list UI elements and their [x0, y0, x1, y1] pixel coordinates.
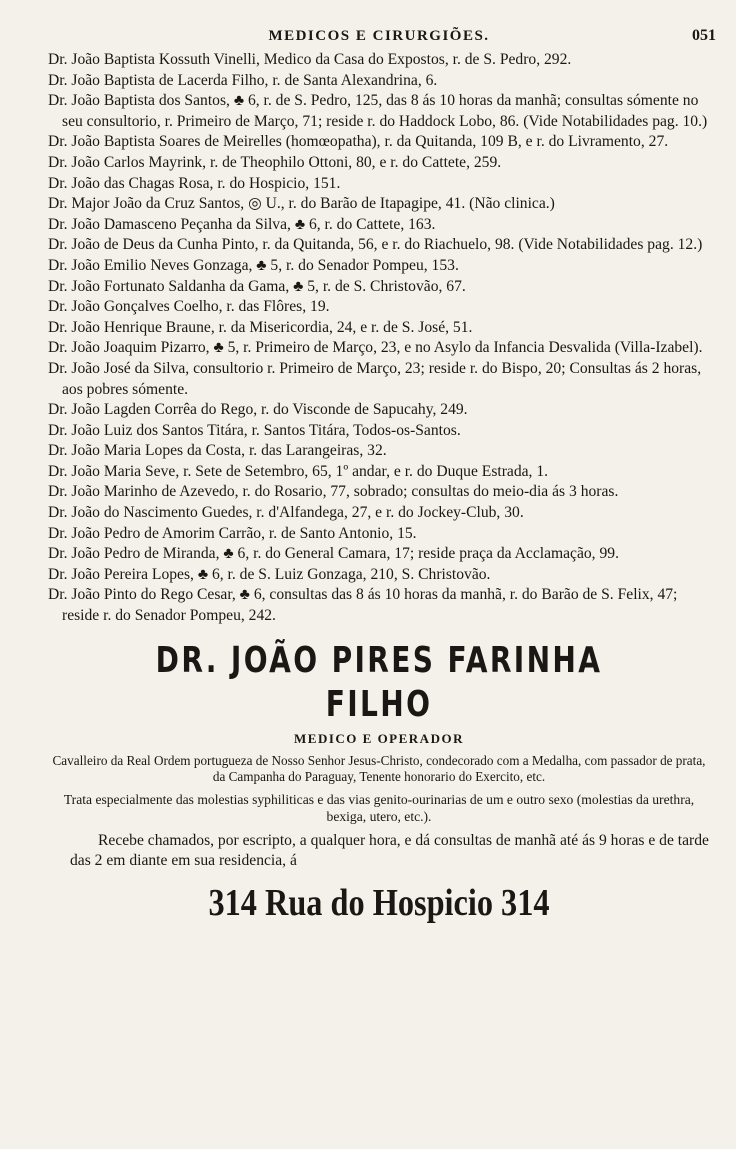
list-item: Dr. João Pedro de Amorim Carrão, r. de Santo Antonio, 15. [48, 524, 417, 542]
list-item: Dr. João das Chagas Rosa, r. do Hospicio, 151. [48, 174, 341, 192]
list-item: Dr. João José da Silva, consultorio r. Primeiro de Março, 23; reside r. do Bispo, 20; Consultas ás 2 horas, aos pobres sómente. [48, 359, 702, 398]
list-item: Dr. Major João da Cruz Santos, ◎ U., r. do Barão de Itapagipe, 41. (Não clinica.) [48, 195, 555, 213]
advert-hours: Recebe chamados, por escripto, a qualquer hora, e dá consultas de manhã até ás 9 horas e de tarde das 2 em diante em sua residencia, á [70, 831, 709, 869]
page-number: 051 [692, 27, 716, 44]
list-item: Dr. João do Nascimento Guedes, r. d'Alfandega, 27, e r. do Jockey-Club, 30. [48, 504, 524, 522]
advert-honors: Cavalleiro da Real Ordem portugueza de Nosso Senhor Jesus-Christo, condecorado com a Medalha, com passador de prata, da Campanha do Paraguay, Tenente honorario do Exercito, etc. [52, 752, 706, 784]
list-item: Dr. João Emilio Neves Gonzaga, ♣ 5, r. do Senador Pompeu, 153. [48, 256, 459, 274]
list-item: Dr. João Gonçalves Coelho, r. das Flôres, 19. [48, 298, 330, 316]
list-item: Dr. João Maria Seve, r. Sete de Setembro, 65, 1º andar, e r. do Duque Estrada, 1. [48, 462, 549, 480]
list-item: Dr. João de Deus da Cunha Pinto, r. da Quitanda, 56, e r. do Riachuelo, 98. (Vide Notabilidades pag. 12.) [48, 236, 703, 254]
advert-name: DR. JOÃO PIRES FARINHA FILHO [155, 639, 603, 725]
list-item: Dr. João Carlos Mayrink, r. de Theophilo Ottoni, 80, e r. do Cattete, 259. [48, 153, 502, 171]
list-item: Dr. João Maria Lopes da Costa, r. das Larangeiras, 32. [48, 442, 387, 460]
list-item: Dr. João Baptista de Lacerda Filho, r. de Santa Alexandrina, 6. [48, 71, 438, 89]
advertisement [48, 639, 710, 927]
list-item: Dr. João Pinto do Rego Cesar, ♣ 6, consultas das 8 ás 10 horas da manhã, r. do Barão de S. Felix, 47; reside r. do Senador Pompeu, 242. [48, 586, 678, 625]
entry-list [48, 50, 710, 627]
list-item: Dr. João Pereira Lopes, ♣ 6, r. de S. Luiz Gonzaga, 210, S. Christovão. [48, 565, 491, 583]
list-item: Dr. João Henrique Braune, r. da Misericordia, 24, e r. de S. José, 51. [48, 318, 473, 336]
list-item: Dr. João Pedro de Miranda, ♣ 6, r. do General Camara, 17; reside praça da Acclamação, 99. [48, 545, 619, 563]
list-item: Dr. João Fortunato Saldanha da Gama, ♣ 5, r. de S. Christovão, 67. [48, 277, 466, 295]
advert-address: 314 Rua do Hospicio 314 [208, 881, 550, 924]
list-item: Dr. João Lagden Corrêa do Rego, r. do Visconde de Sapucahy, 249. [48, 401, 468, 419]
list-item: Dr. João Marinho de Azevedo, r. do Rosario, 77, sobrado; consultas do meio-dia ás 3 horas. [48, 483, 619, 501]
list-item: Dr. João Damasceno Peçanha da Silva, ♣ 6, r. do Cattete, 163. [48, 215, 436, 233]
page-title: MEDICOS E CIRURGIÕES. [268, 28, 490, 44]
list-item: Dr. João Baptista dos Santos, ♣ 6, r. de S. Pedro, 125, das 8 ás 10 horas da manhã; consultas sómente no seu consultorio, r. Primeiro de Março, 71; reside r. do Haddock Lobo, 86. (Vide Notabilidades pag. 10.) [48, 92, 708, 130]
list-item: Dr. João Baptista Soares de Meirelles (homœopatha), r. da Quitanda, 109 B, e r. do Livramento, 27. [48, 133, 669, 151]
list-item: Dr. João Joaquim Pizarro, ♣ 5, r. Primeiro de Março, 23, e no Asylo da Infancia Desvalida (Villa-Izabel). [48, 339, 703, 357]
advert-specialty: Trata especialmente das molestias syphiliticas e das vias genito-ourinarias de um e outro sexo (molestias da urethra, bexiga, utero, etc.). [63, 791, 695, 824]
list-item: Dr. João Luiz dos Santos Titára, r. Santos Titára, Todos-os-Santos. [48, 421, 461, 439]
advert-subtitle: MEDICO E OPERADOR [294, 730, 464, 746]
running-head [48, 22, 716, 50]
list-item: Dr. João Baptista Kossuth Vinelli, Medico da Casa do Expostos, r. de S. Pedro, 292. [48, 51, 572, 68]
